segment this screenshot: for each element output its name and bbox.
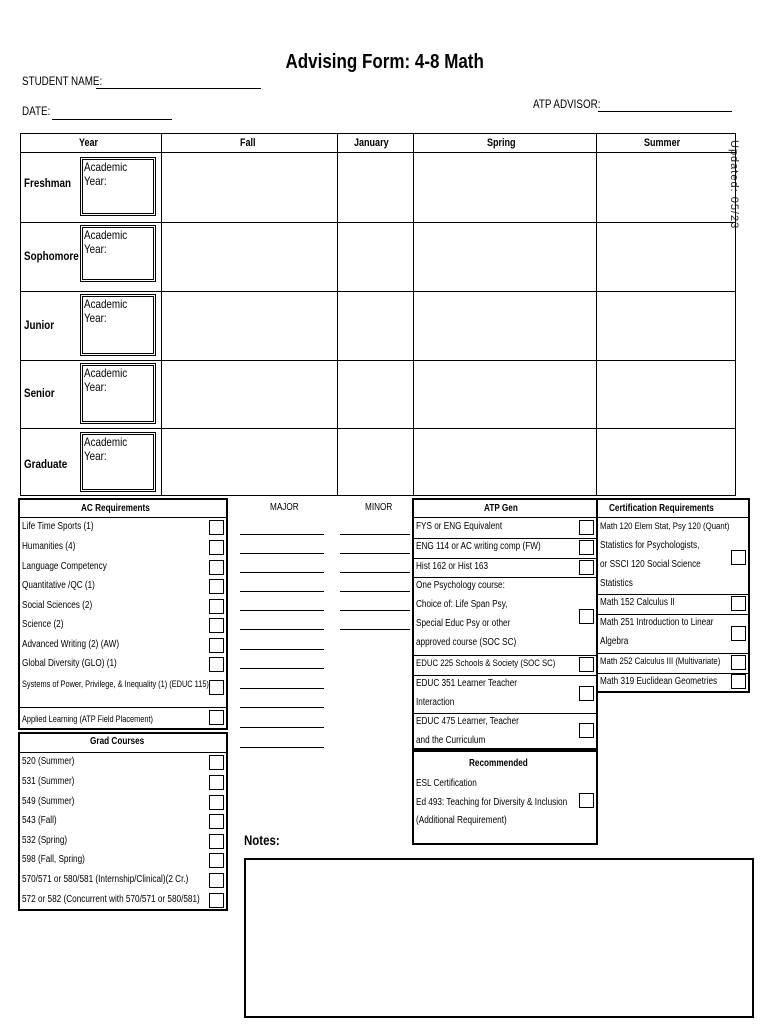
date-field[interactable] <box>52 119 172 120</box>
checkbox[interactable] <box>209 893 224 908</box>
checkbox[interactable] <box>209 618 224 633</box>
checkbox[interactable] <box>209 540 224 555</box>
major-line[interactable] <box>240 747 324 748</box>
major-label: MAJOR <box>270 502 299 513</box>
major-line[interactable] <box>240 553 324 554</box>
major-line[interactable] <box>240 727 324 728</box>
grad-course-row: 598 (Fall, Spring) <box>20 851 226 871</box>
major-line[interactable] <box>240 534 324 535</box>
major-line[interactable] <box>240 572 324 573</box>
certification-row: Math 251 Introduction to Linear Algebra <box>598 614 748 652</box>
grad-course-row: 570/571 or 580/581 (Internship/Clinical)(2 Cr.) <box>20 871 226 891</box>
grad-courses-box <box>18 732 228 911</box>
minor-line[interactable] <box>340 591 410 592</box>
grad-course-row: 572 or 582 (Concurrent with 570/571 or 580/581) <box>20 891 226 911</box>
checkbox[interactable] <box>579 520 594 535</box>
checkbox[interactable] <box>209 755 224 770</box>
row-label-freshman: Freshman <box>24 176 72 190</box>
certification-box <box>596 498 750 693</box>
academic-year-field-junior[interactable]: Academic Year: <box>80 294 156 356</box>
major-line[interactable] <box>240 707 324 708</box>
major-line[interactable] <box>240 610 324 611</box>
grad-course-row: 549 (Summer) <box>20 793 226 813</box>
checkbox[interactable] <box>579 723 594 738</box>
student-name-field[interactable] <box>96 88 261 89</box>
checkbox[interactable] <box>579 560 594 575</box>
advisor-label: ATP ADVISOR: <box>533 97 601 111</box>
minor-label: MINOR <box>365 502 393 513</box>
checkbox[interactable] <box>731 626 746 641</box>
academic-year-field-sophomore[interactable]: Academic Year: <box>80 225 156 282</box>
atp-gen-title: ATP Gen <box>484 503 519 514</box>
major-line[interactable] <box>240 629 324 630</box>
advisor-field[interactable] <box>598 111 732 112</box>
checkbox[interactable] <box>209 638 224 653</box>
checkbox[interactable] <box>209 814 224 829</box>
minor-line[interactable] <box>340 572 410 573</box>
row-label-senior: Senior <box>24 386 55 400</box>
ac-requirement-row: Advanced Writing (2) (AW) <box>20 636 226 656</box>
certification-row: Math 120 Elem Stat, Psy 120 (Quant) Statistics for Psychologists, or SSCI 120 Social Science Statistics <box>598 518 748 594</box>
checkbox[interactable] <box>579 657 594 672</box>
atp-gen-row: EDUC 225 Schools & Society (SOC SC) <box>414 655 596 675</box>
ac-requirement-row: Humanities (4) <box>20 538 226 558</box>
date-label: DATE: <box>22 104 51 118</box>
certification-title: Certification Requirements <box>609 503 714 514</box>
recommended-box: Recommended ESL Certification Ed 493: Teaching for Diversity & Inclusion (Additional Requirement) <box>412 750 598 845</box>
checkbox[interactable] <box>209 853 224 868</box>
checkbox[interactable] <box>579 609 594 624</box>
recommended-title: Recommended <box>469 758 528 769</box>
column-header-summer: Summer <box>643 137 681 149</box>
certification-row: Math 152 Calculus II <box>598 594 748 614</box>
checkbox[interactable] <box>209 775 224 790</box>
checkbox[interactable] <box>209 579 224 594</box>
major-line[interactable] <box>240 649 324 650</box>
checkbox[interactable] <box>209 599 224 614</box>
grad-course-row: 531 (Summer) <box>20 773 226 793</box>
updated-stamp: Updated: 05/23 <box>728 140 740 230</box>
atp-gen-box <box>412 498 598 750</box>
academic-year-field-freshman[interactable]: Academic Year: <box>80 157 156 216</box>
checkbox[interactable] <box>579 686 594 701</box>
row-label-graduate: Graduate <box>24 457 68 471</box>
checkbox[interactable] <box>731 655 746 670</box>
grad-courses-title: Grad Courses <box>89 736 145 747</box>
checkbox[interactable] <box>579 540 594 555</box>
ac-requirements-box <box>18 498 228 730</box>
checkbox[interactable] <box>209 710 224 725</box>
minor-line[interactable] <box>340 553 410 554</box>
checkbox[interactable] <box>579 793 594 808</box>
atp-gen-row: One Psychology course: Choice of: Life Span Psy, Special Educ Psy or other approved course (SOC SC) <box>414 577 596 653</box>
minor-line[interactable] <box>340 610 410 611</box>
notes-area[interactable] <box>244 858 754 1018</box>
major-line[interactable] <box>240 591 324 592</box>
grad-course-row: 543 (Fall) <box>20 812 226 832</box>
column-header-fall: Fall <box>239 137 256 149</box>
certification-row: Math 252 Calculus III (Multivariate) <box>598 653 748 673</box>
ac-requirement-row: Systems of Power, Privilege, & Inequality (1) (EDUC 115) <box>20 675 226 695</box>
atp-gen-row: FYS or ENG Equivalent <box>414 518 596 538</box>
checkbox[interactable] <box>209 834 224 849</box>
checkbox[interactable] <box>209 873 224 888</box>
atp-gen-row: EDUC 351 Learner Teacher Interaction <box>414 675 596 713</box>
checkbox[interactable] <box>731 550 746 565</box>
column-header-january: January <box>353 137 389 149</box>
checkbox[interactable] <box>731 674 746 689</box>
ac-requirements-title: AC Requirements <box>81 503 150 514</box>
checkbox[interactable] <box>209 520 224 535</box>
year-grid <box>20 133 736 496</box>
checkbox[interactable] <box>209 657 224 672</box>
ac-requirement-row: Applied Learning (ATP Field Placement) <box>20 710 226 730</box>
major-line[interactable] <box>240 688 324 689</box>
notes-label: Notes: <box>244 832 280 848</box>
atp-gen-row: ENG 114 or AC writing comp (FW) <box>414 538 596 558</box>
checkbox[interactable] <box>731 596 746 611</box>
academic-year-field-graduate[interactable]: Academic Year: <box>80 432 156 492</box>
form-title: Advising Form: 4-8 Math <box>285 51 485 73</box>
row-label-junior: Junior <box>24 318 55 332</box>
ac-requirement-row: Quantitative /QC (1) <box>20 577 226 597</box>
checkbox[interactable] <box>209 680 224 695</box>
atp-gen-row: Hist 162 or Hist 163 <box>414 558 596 578</box>
minor-line[interactable] <box>340 534 410 535</box>
checkbox[interactable] <box>209 795 224 810</box>
grad-course-row: 532 (Spring) <box>20 832 226 852</box>
certification-row: Math 319 Euclidean Geometries <box>598 673 748 691</box>
ac-requirement-row: Global Diversity (GLO) (1) <box>20 655 226 675</box>
column-header-spring: Spring <box>487 137 516 149</box>
ac-requirement-row: Life Time Sports (1) <box>20 518 226 538</box>
major-line[interactable] <box>240 668 324 669</box>
academic-year-field-senior[interactable]: Academic Year: <box>80 363 156 424</box>
ac-requirement-row: Social Sciences (2) <box>20 597 226 617</box>
atp-gen-row: EDUC 475 Learner, Teacher and the Curriculum <box>414 713 596 750</box>
row-label-sophomore: Sophomore <box>24 249 79 263</box>
minor-line[interactable] <box>340 629 410 630</box>
ac-requirement-row: Science (2) <box>20 616 226 636</box>
student-name-label: STUDENT NAME: <box>22 74 103 88</box>
checkbox[interactable] <box>209 560 224 575</box>
ac-requirement-row: Language Competency <box>20 558 226 578</box>
grad-course-row: 520 (Summer) <box>20 753 226 773</box>
column-header-year: Year <box>79 137 99 149</box>
